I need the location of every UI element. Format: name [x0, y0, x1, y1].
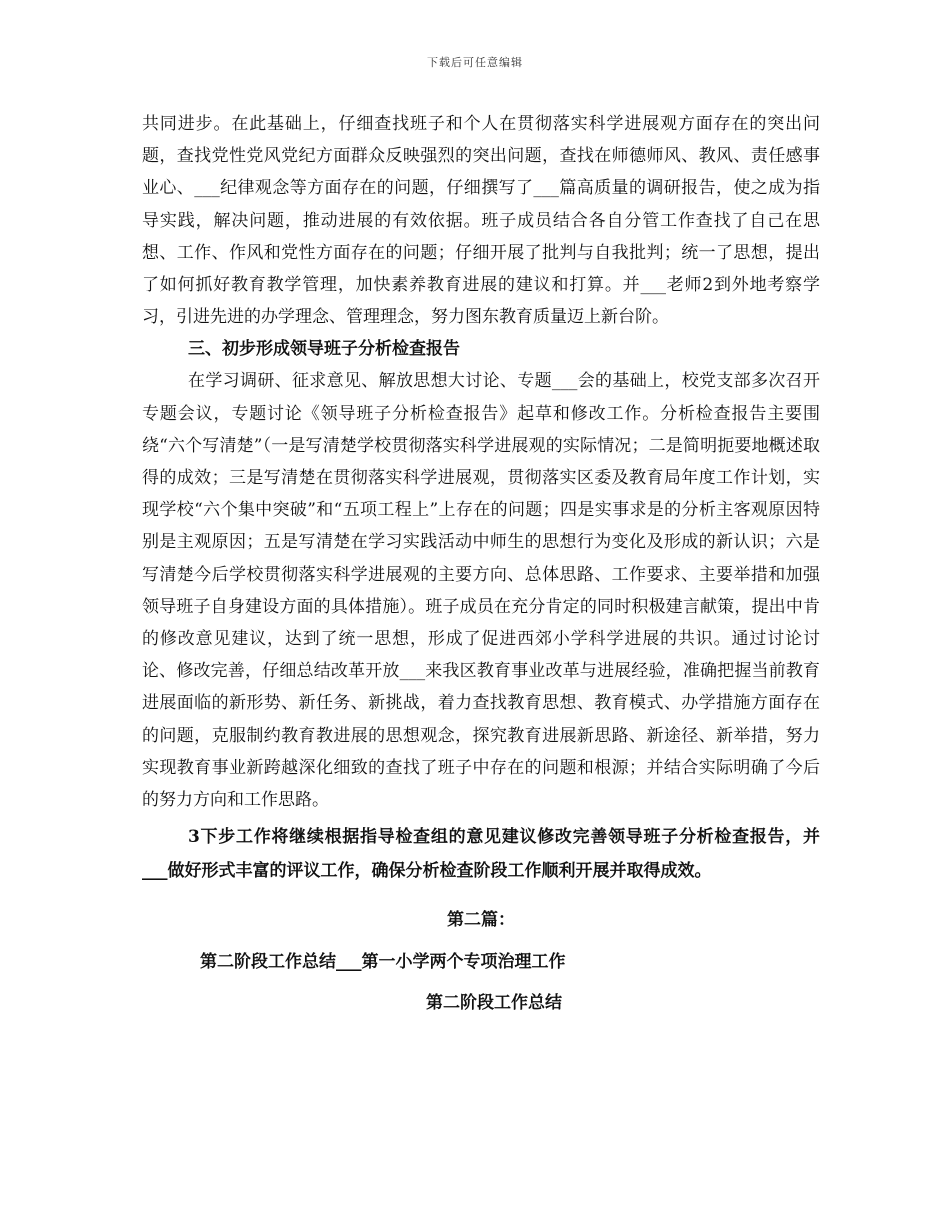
paragraph-3-bold: 3下步工作将继续根据指导检查组的意见建议修改完善领导班子分析检查报告，并___做好形式丰富的评议工作，确保分析检查阶段工作顺利开展并取得成效。: [142, 827, 820, 882]
page-header: 下载后可任意编辑: [427, 56, 523, 69]
part-two-title: 第二篇：: [447, 910, 515, 931]
article-subtitle: 第二阶段工作总结: [426, 993, 562, 1014]
section-heading-3: 三、初步形成领导班子分析检查报告: [188, 339, 460, 360]
document-body: [142, 108, 820, 1013]
paragraph-1: 共同进步。在此基础上，仔细查找班子和个人在贯彻落实科学进展观方面存在的突出问题，查找党性党风党纪方面群众反映强烈的突出问题，查找在师德师风、教风、责任感事业心、___纪律观念等方面存在的问题，仔细撰写了___篇高质量的调研报告，使之成为指导实践，解决问题，推动进展的有效依据。班子成员结合各自分管工作查找了自己在思想、工作、作风和党性方面存在的问题；仔细开展了批判与自我批判；统一了思想，提出了如何抓好教育教学管理，加快素养教育进展的建议和打算。并___老师2到外地考察学习，引进先进的办学理念、管理理念，努力图东教育质量迈上新台阶。: [142, 114, 820, 328]
paragraph-2: 在学习调研、征求意见、解放思想大讨论、专题___会的基础上，校党支部多次召开专题会议，专题讨论《领导班子分析检查报告》起草和修改工作。分析检查报告主要围绕“六个写清楚”（一是写清楚学校贯彻落实科学进展观的实际情况；二是简明扼要地概述取得的成效；三是写清楚在贯彻落实科学进展观，贯彻落实区委及教育局年度工作计划，实现学校“六个集中突破”和“五项工程上”上存在的问题；四是实事求是的分析主客观原因特别是主观原因；五是写清楚在学习实践活动中师生的思想行为变化及形成的新认识；六是写清楚今后学校贯彻落实科学进展观的主要方向、总体思路、工作要求、主要举措和加强领导班子自身建设方面的具体措施）。班子成员在充分肯定的同时积极建言献策，提出中肯的修改意见建议，达到了统一思想，形成了促进西郊小学科学进展的共识。通过讨论讨论、修改完善，仔细总结改革开放___来我区教育事业改革与进展经验，准确把握当前教育进展面临的新形势、新任务、新挑战，着力查找教育思想、教育模式、办学措施方面存在的问题，克服制约教育教进展的思想观念，探究教育进展新思路、新途径、新举措，努力实现教育事业新跨越深化细致的查找了班子中存在的问题和根源；并结合实际明确了今后的努力方向和工作思路。: [142, 371, 820, 811]
article-title: 第二阶段工作总结___第一小学两个专项治理工作: [200, 952, 566, 973]
